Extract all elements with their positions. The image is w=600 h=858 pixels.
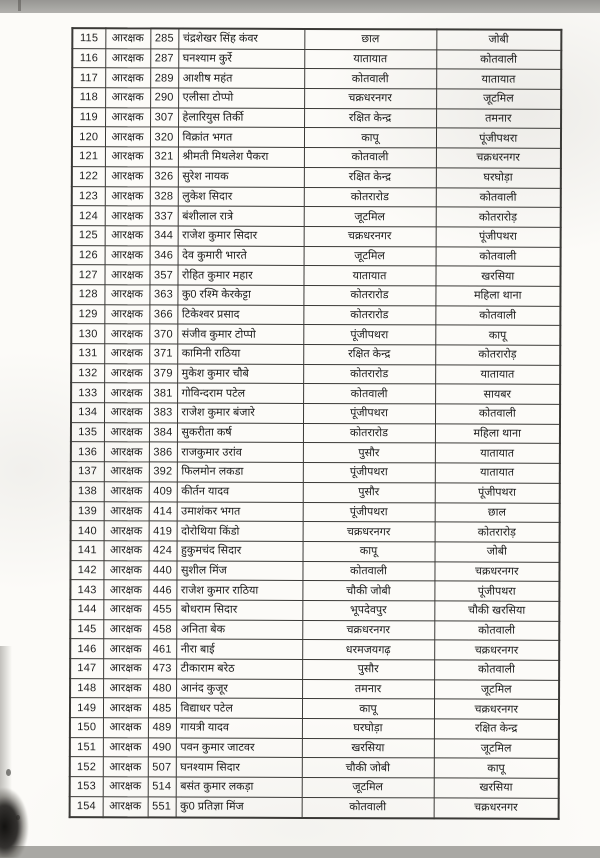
cell-from-posting: पूंजीपथरा bbox=[303, 463, 435, 483]
cell-to-posting: यातायात bbox=[436, 69, 561, 89]
cell-belt-number: 383 bbox=[149, 403, 177, 423]
cell-to-posting: चक्रधरनगर bbox=[434, 561, 559, 581]
cell-from-posting: चक्रधरनगर bbox=[304, 89, 436, 109]
cell-from-posting: तमनार bbox=[302, 679, 434, 699]
cell-name: गोविन्दराम पटेल bbox=[177, 383, 303, 403]
cell-from-posting: पुसौर bbox=[303, 482, 435, 502]
cell-to-posting: कोतवाली bbox=[435, 404, 560, 424]
cell-serial-number: 124 bbox=[72, 206, 105, 226]
cell-name: कु0 रश्मि केरकेट्टा bbox=[177, 285, 303, 305]
cell-belt-number: 307 bbox=[150, 108, 178, 128]
cell-to-posting: जूटमिल bbox=[436, 89, 561, 109]
table-row bbox=[70, 600, 559, 621]
cell-from-posting: कोतरारोड bbox=[303, 364, 435, 384]
cell-to-posting: पूंजीपथरा bbox=[436, 128, 561, 148]
cell-serial-number: 119 bbox=[72, 107, 105, 127]
cell-serial-number: 145 bbox=[70, 619, 103, 639]
cell-rank: आरक्षक bbox=[105, 167, 150, 187]
cell-from-posting: जूटमिल bbox=[304, 246, 436, 266]
cell-rank: आरक्षक bbox=[105, 206, 150, 226]
cell-belt-number: 507 bbox=[148, 757, 176, 777]
cell-from-posting: खरसिया bbox=[302, 738, 434, 758]
cell-name: कामिनी राठिया bbox=[177, 344, 303, 364]
cell-belt-number: 455 bbox=[148, 600, 176, 620]
cell-from-posting: कापू bbox=[302, 699, 434, 719]
table-row bbox=[70, 796, 559, 818]
cell-belt-number: 320 bbox=[150, 127, 178, 147]
cell-from-posting: कोतवाली bbox=[302, 797, 434, 818]
cell-from-posting: पूंजीपथरा bbox=[303, 502, 435, 522]
cell-to-posting: जोबी bbox=[435, 542, 560, 562]
cell-serial-number: 131 bbox=[71, 344, 104, 364]
cell-to-posting: कापू bbox=[435, 325, 560, 345]
cell-from-posting: जूटमिल bbox=[302, 778, 434, 798]
table-row bbox=[71, 541, 560, 562]
cell-serial-number: 152 bbox=[70, 757, 103, 777]
cell-belt-number: 363 bbox=[149, 285, 177, 305]
cell-from-posting: रक्षित केन्द्र bbox=[304, 167, 436, 187]
cell-name: रोहित कुमार महार bbox=[177, 265, 303, 285]
cell-from-posting: कोतरारोड bbox=[303, 305, 435, 325]
table-row bbox=[72, 107, 561, 128]
cell-from-posting: कोतवाली bbox=[302, 561, 434, 581]
cell-name: उमाशंकर भगत bbox=[177, 502, 303, 522]
cell-from-posting: कोतरारोड bbox=[304, 187, 436, 207]
cell-rank: आरक्षक bbox=[104, 462, 149, 482]
cell-to-posting: चक्रधरनगर bbox=[434, 640, 559, 660]
scan-top-edge bbox=[0, 0, 600, 13]
cell-to-posting: चक्रधरनगर bbox=[436, 148, 561, 168]
cell-name: बोधराम सिदार bbox=[176, 600, 302, 620]
cell-to-posting: छाल bbox=[435, 502, 560, 522]
cell-to-posting: पूंजीपथरा bbox=[435, 483, 560, 503]
cell-rank: आरक्षक bbox=[103, 659, 148, 679]
cell-serial-number: 115 bbox=[72, 28, 105, 48]
table-row bbox=[72, 147, 561, 168]
cell-to-posting: कोतवाली bbox=[434, 660, 559, 680]
cell-from-posting: कोतवाली bbox=[304, 148, 436, 168]
cell-to-posting: कोतवाली bbox=[436, 50, 561, 70]
table-row bbox=[70, 718, 559, 739]
cell-from-posting: रक्षित केन्द्र bbox=[304, 108, 436, 128]
cell-rank: आरक्षक bbox=[105, 88, 150, 108]
cell-belt-number: 370 bbox=[149, 324, 177, 344]
cell-rank: आरक्षक bbox=[105, 68, 150, 88]
cell-to-posting: जोबी bbox=[436, 29, 561, 50]
cell-name: नीरा बाई bbox=[176, 639, 302, 659]
cell-from-posting: कोतवाली bbox=[304, 69, 436, 89]
table-row bbox=[72, 88, 561, 109]
table-row bbox=[71, 422, 560, 443]
cell-belt-number: 344 bbox=[150, 226, 178, 246]
table-row bbox=[70, 678, 559, 699]
cell-rank: आरक्षक bbox=[105, 127, 150, 147]
cell-from-posting: चौकी जोबी bbox=[302, 581, 434, 601]
cell-serial-number: 122 bbox=[72, 166, 105, 186]
cell-belt-number: 424 bbox=[149, 541, 177, 561]
cell-from-posting: जूटमिल bbox=[304, 207, 436, 227]
cell-to-posting: खरसिया bbox=[434, 778, 559, 798]
cell-to-posting: घरघोड़ा bbox=[436, 168, 561, 188]
cell-serial-number: 125 bbox=[72, 226, 105, 246]
cell-to-posting: जूटमिल bbox=[434, 739, 559, 759]
cell-belt-number: 371 bbox=[149, 344, 177, 364]
cell-rank: आरक्षक bbox=[103, 797, 148, 817]
cell-serial-number: 146 bbox=[70, 639, 103, 659]
cell-to-posting: चौकी खरसिया bbox=[434, 601, 559, 621]
cell-name: संजीव कुमार टोप्पो bbox=[177, 324, 303, 344]
cell-serial-number: 121 bbox=[72, 147, 105, 167]
cell-from-posting: पुसौर bbox=[303, 443, 435, 463]
cell-from-posting: पुसौर bbox=[302, 659, 434, 679]
cell-from-posting: छाल bbox=[304, 29, 436, 50]
cell-rank: आरक्षक bbox=[104, 501, 149, 521]
cell-serial-number: 116 bbox=[72, 48, 105, 68]
table-row bbox=[72, 245, 561, 266]
table-row bbox=[70, 777, 559, 798]
cell-from-posting: पूंजीपथरा bbox=[303, 325, 435, 345]
cell-to-posting: कोतवाली bbox=[436, 246, 561, 266]
cell-rank: आरक्षक bbox=[103, 678, 148, 698]
cell-from-posting: चक्रधरनगर bbox=[304, 226, 436, 246]
cell-belt-number: 290 bbox=[150, 88, 178, 108]
cell-rank: आरक्षक bbox=[103, 718, 148, 738]
cell-to-posting: सायबर bbox=[435, 384, 560, 404]
cell-belt-number: 337 bbox=[150, 206, 178, 226]
cell-serial-number: 153 bbox=[70, 777, 103, 797]
cell-rank: आरक्षक bbox=[104, 482, 149, 502]
cell-rank: आरक्षक bbox=[104, 521, 149, 541]
cell-serial-number: 117 bbox=[72, 68, 105, 88]
cell-belt-number: 473 bbox=[148, 659, 176, 679]
table-row bbox=[71, 442, 560, 463]
cell-rank: आरक्षक bbox=[104, 285, 149, 305]
cell-to-posting: कापू bbox=[434, 758, 559, 778]
cell-name: हेलारियुस तिर्की bbox=[178, 108, 304, 128]
cell-from-posting: घरघोड़ा bbox=[302, 719, 434, 739]
cell-serial-number: 128 bbox=[71, 285, 104, 305]
cell-from-posting: कोतवाली bbox=[303, 384, 435, 404]
cell-from-posting: भूपदेवपुर bbox=[302, 600, 434, 620]
cell-from-posting: चक्रधरनगर bbox=[303, 522, 435, 542]
cell-name: घनश्याम सिदार bbox=[176, 757, 302, 777]
cell-belt-number: 461 bbox=[148, 639, 176, 659]
cell-serial-number: 129 bbox=[71, 304, 104, 324]
cell-belt-number: 379 bbox=[149, 364, 177, 384]
cell-name: घनश्याम कुर्रे bbox=[178, 49, 304, 69]
cell-rank: आरक्षक bbox=[104, 403, 149, 423]
cell-to-posting: कोतवाली bbox=[436, 187, 561, 207]
table-row bbox=[71, 363, 560, 384]
table-row bbox=[71, 383, 560, 404]
cell-belt-number: 346 bbox=[150, 245, 178, 265]
cell-name: हुकुमचंद सिदार bbox=[177, 541, 303, 561]
cell-belt-number: 490 bbox=[148, 738, 176, 758]
cell-to-posting: खरसिया bbox=[435, 266, 560, 286]
cell-rank: आरक्षक bbox=[105, 147, 150, 167]
cell-serial-number: 151 bbox=[70, 737, 103, 757]
table-row bbox=[70, 698, 559, 719]
scan-speck bbox=[16, 815, 20, 820]
cell-rank: आरक्षक bbox=[103, 580, 148, 600]
cell-belt-number: 551 bbox=[148, 797, 176, 817]
cell-serial-number: 139 bbox=[71, 501, 104, 521]
cell-name: कीर्तन यादव bbox=[177, 482, 303, 502]
cell-from-posting: कोतरारोड bbox=[303, 423, 435, 443]
cell-belt-number: 357 bbox=[149, 265, 177, 285]
table-row bbox=[71, 324, 560, 345]
cell-name: एलीसा टोप्पो bbox=[178, 88, 304, 108]
cell-to-posting: कोतवाली bbox=[435, 306, 560, 326]
cell-serial-number: 132 bbox=[71, 363, 104, 383]
table-row bbox=[71, 265, 560, 286]
table-row bbox=[70, 580, 559, 601]
cell-to-posting: पूंजीपथरा bbox=[434, 581, 559, 601]
cell-from-posting: धरमजयगढ़ bbox=[302, 640, 434, 660]
cell-to-posting: यातायात bbox=[435, 365, 560, 385]
cell-rank: आरक्षक bbox=[105, 245, 150, 265]
cell-belt-number: 485 bbox=[148, 698, 176, 718]
cell-name: राजकुमार उरांव bbox=[177, 442, 303, 462]
cell-rank: आरक्षक bbox=[104, 324, 149, 344]
cell-from-posting: चौकी जोबी bbox=[302, 758, 434, 778]
cell-serial-number: 126 bbox=[72, 245, 105, 265]
cell-to-posting: कोतवाली bbox=[434, 621, 559, 641]
table-row bbox=[72, 186, 561, 207]
table-row bbox=[71, 403, 560, 424]
cell-belt-number: 458 bbox=[148, 620, 176, 640]
cell-rank: आरक्षक bbox=[104, 442, 149, 462]
cell-rank: आरक्षक bbox=[103, 560, 148, 580]
cell-name: अनिता बेक bbox=[176, 620, 302, 640]
cell-name: फिलमोन लकडा bbox=[177, 462, 303, 482]
scan-speck bbox=[6, 769, 11, 776]
cell-belt-number: 287 bbox=[150, 49, 178, 69]
cell-rank: आरक्षक bbox=[103, 777, 148, 797]
cell-belt-number: 285 bbox=[150, 28, 178, 48]
cell-rank: आरक्षक bbox=[105, 186, 150, 206]
cell-serial-number: 127 bbox=[71, 265, 104, 285]
table-row bbox=[70, 757, 559, 778]
cell-rank: आरक्षक bbox=[103, 757, 148, 777]
cell-serial-number: 144 bbox=[70, 600, 103, 620]
transfer-table-body bbox=[70, 28, 562, 818]
cell-belt-number: 326 bbox=[150, 167, 178, 187]
cell-name: सुशील मिंज bbox=[176, 561, 302, 581]
cell-serial-number: 147 bbox=[70, 659, 103, 679]
cell-serial-number: 140 bbox=[71, 521, 104, 541]
cell-belt-number: 409 bbox=[149, 482, 177, 502]
table-row bbox=[70, 659, 559, 680]
cell-name: मुकेश कुमार चौबे bbox=[177, 364, 303, 384]
cell-from-posting: यातायात bbox=[304, 49, 436, 69]
cell-serial-number: 130 bbox=[71, 324, 104, 344]
table-row bbox=[72, 28, 561, 50]
cell-from-posting: पूंजीपथरा bbox=[303, 404, 435, 424]
cell-name: पवन कुमार जाटवर bbox=[176, 738, 302, 758]
cell-name: बंशीलाल रात्रे bbox=[178, 206, 304, 226]
cell-to-posting: महिला थाना bbox=[435, 286, 560, 306]
table-row bbox=[72, 226, 561, 247]
cell-rank: आरक्षक bbox=[105, 226, 150, 246]
transfer-table bbox=[69, 27, 563, 819]
cell-name: विक्रांत भगत bbox=[178, 127, 304, 147]
cell-name: कु0 प्रतिज्ञा मिंज bbox=[176, 797, 302, 818]
cell-belt-number: 446 bbox=[148, 580, 176, 600]
cell-rank: आरक्षक bbox=[105, 48, 150, 68]
cell-to-posting: यातायात bbox=[435, 443, 560, 463]
cell-from-posting: चक्रधरनगर bbox=[302, 620, 434, 640]
cell-name: देव कुमारी भारते bbox=[178, 246, 304, 266]
cell-belt-number: 384 bbox=[149, 423, 177, 443]
cell-serial-number: 137 bbox=[71, 462, 104, 482]
cell-belt-number: 489 bbox=[148, 718, 176, 738]
cell-serial-number: 123 bbox=[72, 186, 105, 206]
cell-name: राजेश कुमार बंजारे bbox=[177, 403, 303, 423]
table-row bbox=[72, 127, 561, 148]
cell-rank: आरक्षक bbox=[104, 304, 149, 324]
cell-name: चंद्रशेखर सिंह कंवर bbox=[178, 29, 304, 50]
cell-to-posting: जूटमिल bbox=[434, 680, 559, 700]
cell-belt-number: 386 bbox=[149, 442, 177, 462]
cell-serial-number: 133 bbox=[71, 383, 104, 403]
cell-belt-number: 381 bbox=[149, 383, 177, 403]
cell-serial-number: 138 bbox=[71, 481, 104, 501]
cell-name: आशीष महंत bbox=[178, 68, 304, 88]
cell-belt-number: 366 bbox=[149, 305, 177, 325]
cell-serial-number: 136 bbox=[71, 442, 104, 462]
cell-name: सुरेश नायक bbox=[178, 167, 304, 187]
table-row bbox=[72, 68, 561, 89]
cell-name: लुकेश सिदार bbox=[178, 187, 304, 207]
cell-name: टिकेश्वर प्रसाद bbox=[177, 305, 303, 325]
cell-serial-number: 149 bbox=[70, 698, 103, 718]
cell-to-posting: चक्रधरनगर bbox=[434, 699, 559, 719]
cell-belt-number: 392 bbox=[149, 462, 177, 482]
table-row bbox=[71, 304, 560, 325]
cell-rank: आरक्षक bbox=[103, 738, 148, 758]
cell-rank: आरक्षक bbox=[104, 344, 149, 364]
cell-name: विद्याधर पटेल bbox=[176, 698, 302, 718]
table-row bbox=[71, 501, 560, 522]
table-row bbox=[70, 619, 559, 640]
cell-from-posting: कापू bbox=[304, 128, 436, 148]
table-row bbox=[71, 521, 560, 542]
cell-serial-number: 141 bbox=[71, 541, 104, 561]
cell-belt-number: 289 bbox=[150, 68, 178, 88]
cell-rank: आरक्षक bbox=[103, 619, 148, 639]
cell-to-posting: महिला थाना bbox=[435, 424, 560, 444]
cell-name: आनंद कुजूर bbox=[176, 679, 302, 699]
cell-rank: आरक्षक bbox=[103, 698, 148, 718]
cell-serial-number: 120 bbox=[72, 127, 105, 147]
cell-name: श्रीमती मिथलेश पैकरा bbox=[178, 147, 304, 167]
table-row bbox=[72, 48, 561, 69]
cell-to-posting: चक्रधरनगर bbox=[434, 798, 559, 819]
cell-rank: आरक्षक bbox=[104, 423, 149, 443]
cell-name: गायत्री यादव bbox=[176, 718, 302, 738]
cell-rank: आरक्षक bbox=[104, 363, 149, 383]
cell-serial-number: 142 bbox=[70, 560, 103, 580]
cell-belt-number: 514 bbox=[148, 777, 176, 797]
table-row bbox=[72, 206, 561, 227]
cell-rank: आरक्षक bbox=[103, 639, 148, 659]
cell-rank: आरक्षक bbox=[104, 265, 149, 285]
cell-name: राजेश कुमार सिदार bbox=[178, 226, 304, 246]
scan-corner-shadow bbox=[0, 766, 42, 858]
table-row bbox=[70, 560, 559, 581]
cell-rank: आरक्षक bbox=[103, 600, 148, 620]
page-edge-mark bbox=[18, 0, 21, 11]
table-row bbox=[71, 462, 560, 483]
cell-from-posting: रक्षित केन्द्र bbox=[303, 344, 435, 364]
cell-to-posting: यातायात bbox=[435, 463, 560, 483]
cell-to-posting: कोतरारोड़ bbox=[435, 345, 560, 365]
cell-belt-number: 321 bbox=[150, 147, 178, 167]
cell-from-posting: कोतरारोड bbox=[303, 285, 435, 305]
table-row bbox=[71, 481, 560, 502]
cell-to-posting: तमनार bbox=[436, 109, 561, 129]
table-row bbox=[72, 166, 561, 187]
cell-serial-number: 154 bbox=[70, 796, 103, 816]
cell-from-posting: कापू bbox=[303, 541, 435, 561]
cell-serial-number: 135 bbox=[71, 422, 104, 442]
cell-belt-number: 419 bbox=[149, 521, 177, 541]
cell-serial-number: 148 bbox=[70, 678, 103, 698]
cell-belt-number: 440 bbox=[148, 560, 176, 580]
cell-rank: आरक्षक bbox=[104, 541, 149, 561]
cell-name: टीकाराम बरेठ bbox=[176, 659, 302, 679]
cell-rank: आरक्षक bbox=[104, 383, 149, 403]
cell-name: दोरोथिया किंडो bbox=[177, 521, 303, 541]
cell-serial-number: 150 bbox=[70, 718, 103, 738]
cell-serial-number: 143 bbox=[70, 580, 103, 600]
table-row bbox=[70, 639, 559, 660]
cell-serial-number: 118 bbox=[72, 88, 105, 108]
cell-name: सुकरीता कर्ष bbox=[177, 423, 303, 443]
cell-name: राजेश कुमार राठिया bbox=[176, 580, 302, 600]
cell-belt-number: 328 bbox=[150, 186, 178, 206]
cell-name: बसंत कुमार लकड़ा bbox=[176, 777, 302, 797]
cell-to-posting: कोतरारोड़ bbox=[435, 522, 560, 542]
cell-to-posting: पूंजीपथरा bbox=[436, 227, 561, 247]
table-row bbox=[71, 344, 560, 365]
cell-to-posting: रक्षित केन्द्र bbox=[434, 719, 559, 739]
cell-to-posting: कोतरारोड़ bbox=[436, 207, 561, 227]
cell-belt-number: 480 bbox=[148, 679, 176, 699]
cell-belt-number: 414 bbox=[149, 501, 177, 521]
cell-from-posting: यातायात bbox=[303, 266, 435, 286]
cell-rank: आरक्षक bbox=[105, 108, 150, 128]
table-row bbox=[71, 285, 560, 306]
cell-serial-number: 134 bbox=[71, 403, 104, 423]
table-row bbox=[70, 737, 559, 758]
cell-rank: आरक्षक bbox=[105, 28, 150, 48]
